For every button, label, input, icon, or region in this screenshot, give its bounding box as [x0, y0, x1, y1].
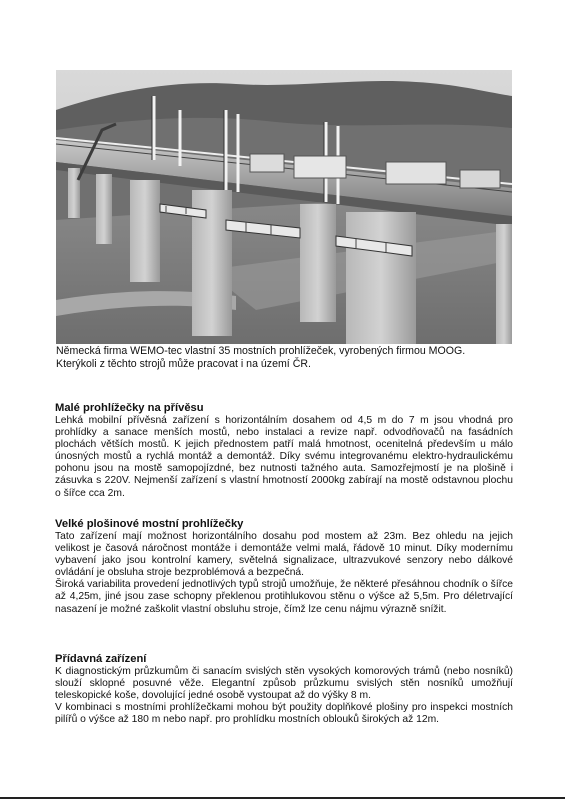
section-paragraph: V kombinaci s mostními prohlížečkami mohou být použity doplňkové plošiny pro inspekci mostních pilířů o výšce až 180 m nebo např. pro prohlídku mostních oblouků širokých až 12m.	[55, 702, 513, 726]
caption-line: Kterýkoli z těchto strojů může pracovat i na území ČR.	[56, 358, 311, 370]
section-paragraph: Lehká mobilní přívěsná zařízení s horizontálním dosahem od 4,5 m do 7 m jsou vhodná pro prohlídky a sanace menších mostů, nebo instalaci a revize např. odvodňovačů na fasádních plochách větších mostů. K jejich přednostem patří malá hmotnost, ocenitelná především u málo únosných mostů a rychlá montáž a demontáž. Díky svému integrovanému elektro-hydraulickému pohonu jsou na mostě samopojízdné, bez nutnosti tažného auta. Samozřejmostí je na plošině i zásuvka s 220V. Nejmenší zařízení s vlastní hmotností 2000kg zabírají na mostě odstavnou plochu o šířce cca 2m.	[55, 415, 513, 499]
section-large-platform-inspectors	[55, 518, 513, 616]
section-paragraph: Tato zařízení mají možnost horizontálního dosahu pod mostem až 23m. Bez ohledu na jejich velikost je časová náročnost montáže i demontáže velmi malá, řádově 10 minut. Díky modernímu vybavení jako jsou kontrolní kamery, světelná signalizace, ultrazvukové senzory nebo dálkové ovládání je obsluha stroje bezproblémová a bezpečná.	[55, 531, 513, 579]
page-bottom-divider	[0, 797, 565, 799]
section-paragraph: K diagnostickým průzkumům či sanacím svislých stěn vysokých komorových trámů (nebo nosníků) slouží sklopné posuvné věže. Elegantní způsob průzkumu svislých stěn nosníků umožňují teleskopické koše, dovolující jedné osobě vystoupat až do výšky 8 m.	[55, 666, 513, 702]
section-heading: Velké plošinové mostní prohlížečky	[55, 518, 244, 530]
bridge-photo-illustration	[56, 70, 512, 344]
bridge-inspection-photo	[56, 70, 512, 344]
section-heading: Přídavná zařízení	[55, 653, 147, 665]
section-small-trailer-inspectors	[55, 402, 513, 500]
caption-line: Německá firma WEMO-tec vlastní 35 mostních prohlížeček, vyrobených firmou MOOG.	[56, 345, 466, 357]
section-heading: Malé prohlížečky na přívěsu	[55, 402, 204, 414]
section-additional-equipment	[55, 653, 513, 726]
photo-caption	[56, 345, 516, 371]
section-paragraph: Široká variabilita provedení jednotlivých typů strojů umožňuje, že některé přesáhnou chodník o šířce až 4,25m, jiné jsou zase schopny překlenou protihlukovou stěnu o výšce až 5,5m. Pro déletrvající nasazení je možné zaškolit vlastní obsluhu stroje, čímž lze cenu nájmu výrazně snížit.	[55, 579, 513, 615]
